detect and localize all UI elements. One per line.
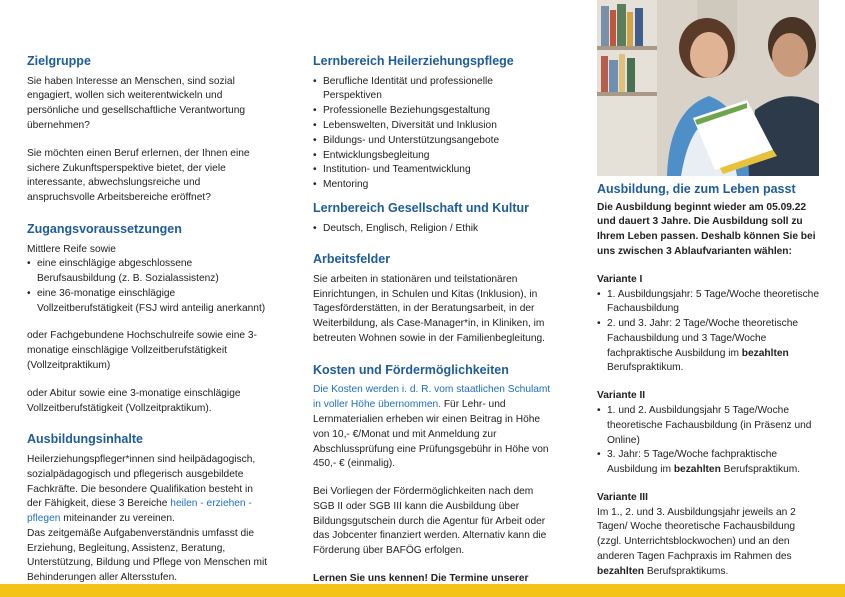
heading-zugang: Zugangsvoraussetzungen — [27, 221, 182, 236]
inhalte-text-1: Heilerziehungspfleger*innen sind heilpädagogisch, sozialpädagogisch und pflegerisch ausgebildete Fachkräfte. Die besondere Qualifikation besteht in der Fähigkeit, diese 3 Bereiche heilen - erziehen - pflegen miteinander zu vereinen. — [27, 453, 256, 525]
list-item: • 2. und 3. Jahr: 2 Tage/Woche theoretische Fachausbildung und 3 Tage/Woche fachpraktische Ausbildung im bezahlten Berufspraktikum. — [597, 317, 819, 376]
kosten-text-2: Bei Vorliegen der Fördermöglichkeiten nach dem SGB II oder SGB III kann die Ausbildung über Bildungsgutschein durch die Agentur für Arbeit oder das Jobcenter finanziert werden. Alternativ kann die Förderung über BAFÖG erfolgen. — [313, 486, 547, 557]
zielgruppe-text-2: Sie möchten einen Beruf erlernen, der Ihnen eine sichere Zukunftsperspektive bietet, der viele interessante, abwechslungsreiche und anspruchsvolle Arbeitsbereiche eröffnet? — [27, 147, 250, 204]
variante-3-title: Variante III — [597, 491, 648, 503]
heading-ausbildungsinhalte: Ausbildungsinhalte — [27, 432, 143, 447]
column-left — [27, 54, 270, 586]
lernbereich-hep-list — [313, 75, 553, 193]
intro-text: Die Ausbildung beginnt wieder am 05.09.22 und dauert 3 Jahre. Die Ausbildung soll zu Ihrem Leben passen. Deshalb können Sie bei uns zwischen 3 Ablaufvarianten wählen: — [597, 201, 816, 257]
bottom-accent-bar — [0, 584, 845, 597]
column-middle — [313, 54, 553, 597]
mittlere-reife-line: Mittlere Reife sowie — [27, 243, 116, 255]
heading-zielgruppe: Zielgruppe — [27, 54, 91, 68]
infotage-text: Lernen Sie uns kennen! Die Termine unserer — [313, 573, 529, 585]
abitur-text: oder Abitur sowie eine 3-monatige einschlägige Vollzeitberufstätigkeit (Vollzeitpraktikum). — [27, 387, 241, 414]
abitur-label: Abitur — [49, 387, 77, 399]
column-right — [597, 0, 819, 580]
heading-lernbereich-hep: Lernbereich Heilerziehungspflege — [313, 54, 514, 68]
list-item: • eine einschlägige abgeschlossene Berufsausbildung (z. B. Sozialassistenz) — [27, 257, 270, 287]
fachhochschulreife-text: oder Fachgebundene Hochschulreife sowie eine 3-monatige einschlägige Vollzeitberufstätigkeit (Vollzeitpraktikum) — [27, 330, 257, 371]
fachhochschulreife-label: Fachgebundene Hochschulreife — [50, 330, 195, 342]
heading-ausbildung: Ausbildung, die zum Leben passt — [597, 182, 796, 196]
kosten-text-1: Die Kosten werden i. d. R. vom staatlichen Schulamt in voller Höhe übernommen. Für Lehr- und Lernmaterialien erheben wir einen Beitrag in Höhe von 10,- €/Monat und mit Anmeldung zur Abschlussprüfung eine Prüfungsgebühr in Höhe von 450,- € (einmalig). — [313, 384, 551, 470]
list-item: • Berufliche Identität und professionelle Perspektiven — [313, 75, 553, 105]
list-item: • Entwicklungsbegleitung — [313, 149, 553, 164]
inhalte-text-2: Das zeitgemäße Aufgabenverständnis umfasst die Erziehung, Begleitung, Assistenz, Beratung, Unterstützung, Bildung und Pflege von Menschen mit Behinderungen aller Altersstufen. — [27, 527, 268, 584]
list-item: • 3. Jahr: 5 Tage/Woche fachpraktische Ausbildung im bezahlten Berufspraktikum. — [597, 448, 819, 478]
kosten-highlight: Die Kosten werden i. d. R. vom staatlichen Schulamt in voller Höhe übernommen. — [313, 384, 551, 411]
lernbereich-gk-list — [313, 222, 553, 237]
list-item: • 1. Ausbildungsjahr: 5 Tage/Woche theoretische Fachausbildung — [597, 288, 819, 318]
list-item: • Deutsch, Englisch, Religion / Ethik — [313, 222, 553, 237]
list-item: • 1. und 2. Ausbildungsjahr 5 Tage/Woche theoretische Fachausbildung (in Präsenz und Online) — [597, 404, 819, 448]
list-item: • Institution- und Teamentwicklung — [313, 163, 553, 178]
students-reading-image — [597, 0, 819, 176]
heilen-erziehen-pflegen: heilen - erziehen - pflegen — [27, 498, 252, 525]
arbeitsfelder-text: Sie arbeiten in stationären und teilstationären Einrichtungen, in Schulen und Kitas (Inklusion), in Tagesförderstätten, in der Beratungsarbeit, in der Weiterbildung, als Case-Manager*in, in Kliniken, im betreuten Wohnen sowie in der Familienbegleitung. — [313, 273, 546, 345]
list-item: • Lebenswelten, Diversität und Inklusion — [313, 119, 553, 134]
variante-1-title: Variante I — [597, 273, 643, 285]
variante-2-title: Variante II — [597, 390, 646, 402]
zielgruppe-text-1: Sie haben Interesse an Menschen, sind sozial engagiert, wollen sich weiterentwickeln und persönliche und gesellschaftliche Verantwortung übernehmen? — [27, 75, 246, 131]
heading-arbeitsfelder: Arbeitsfelder — [313, 252, 391, 267]
zugang-list — [27, 257, 270, 316]
heading-kosten: Kosten und Fördermöglichkeiten — [313, 362, 509, 377]
list-item: • Bildungs- und Unterstützungsangebote — [313, 134, 553, 149]
variante-2-list — [597, 404, 819, 478]
variante-3-text: Im 1., 2. und 3. Ausbildungsjahr jeweils an 2 Tagen/ Woche theoretische Fachausbildung (zzgl. Unterrichtsblockwochen) und an den anderen Tagen Fachpraxis im Rahmen des bezahlten Berufspraktikums. — [597, 506, 796, 577]
list-item: • eine 36-monatige einschlägige Vollzeitberufstätigkeit (FSJ wird anteilig anerkannt) — [27, 287, 270, 317]
heading-lernbereich-gk: Lernbereich Gesellschaft und Kultur — [313, 200, 530, 215]
list-item: • Mentoring — [313, 178, 553, 193]
mittlere-reife-label: Mittlere Reife — [27, 243, 88, 255]
variante-1-list — [597, 288, 819, 377]
students-photo — [597, 0, 819, 176]
list-item: • Professionelle Beziehungsgestaltung — [313, 104, 553, 119]
